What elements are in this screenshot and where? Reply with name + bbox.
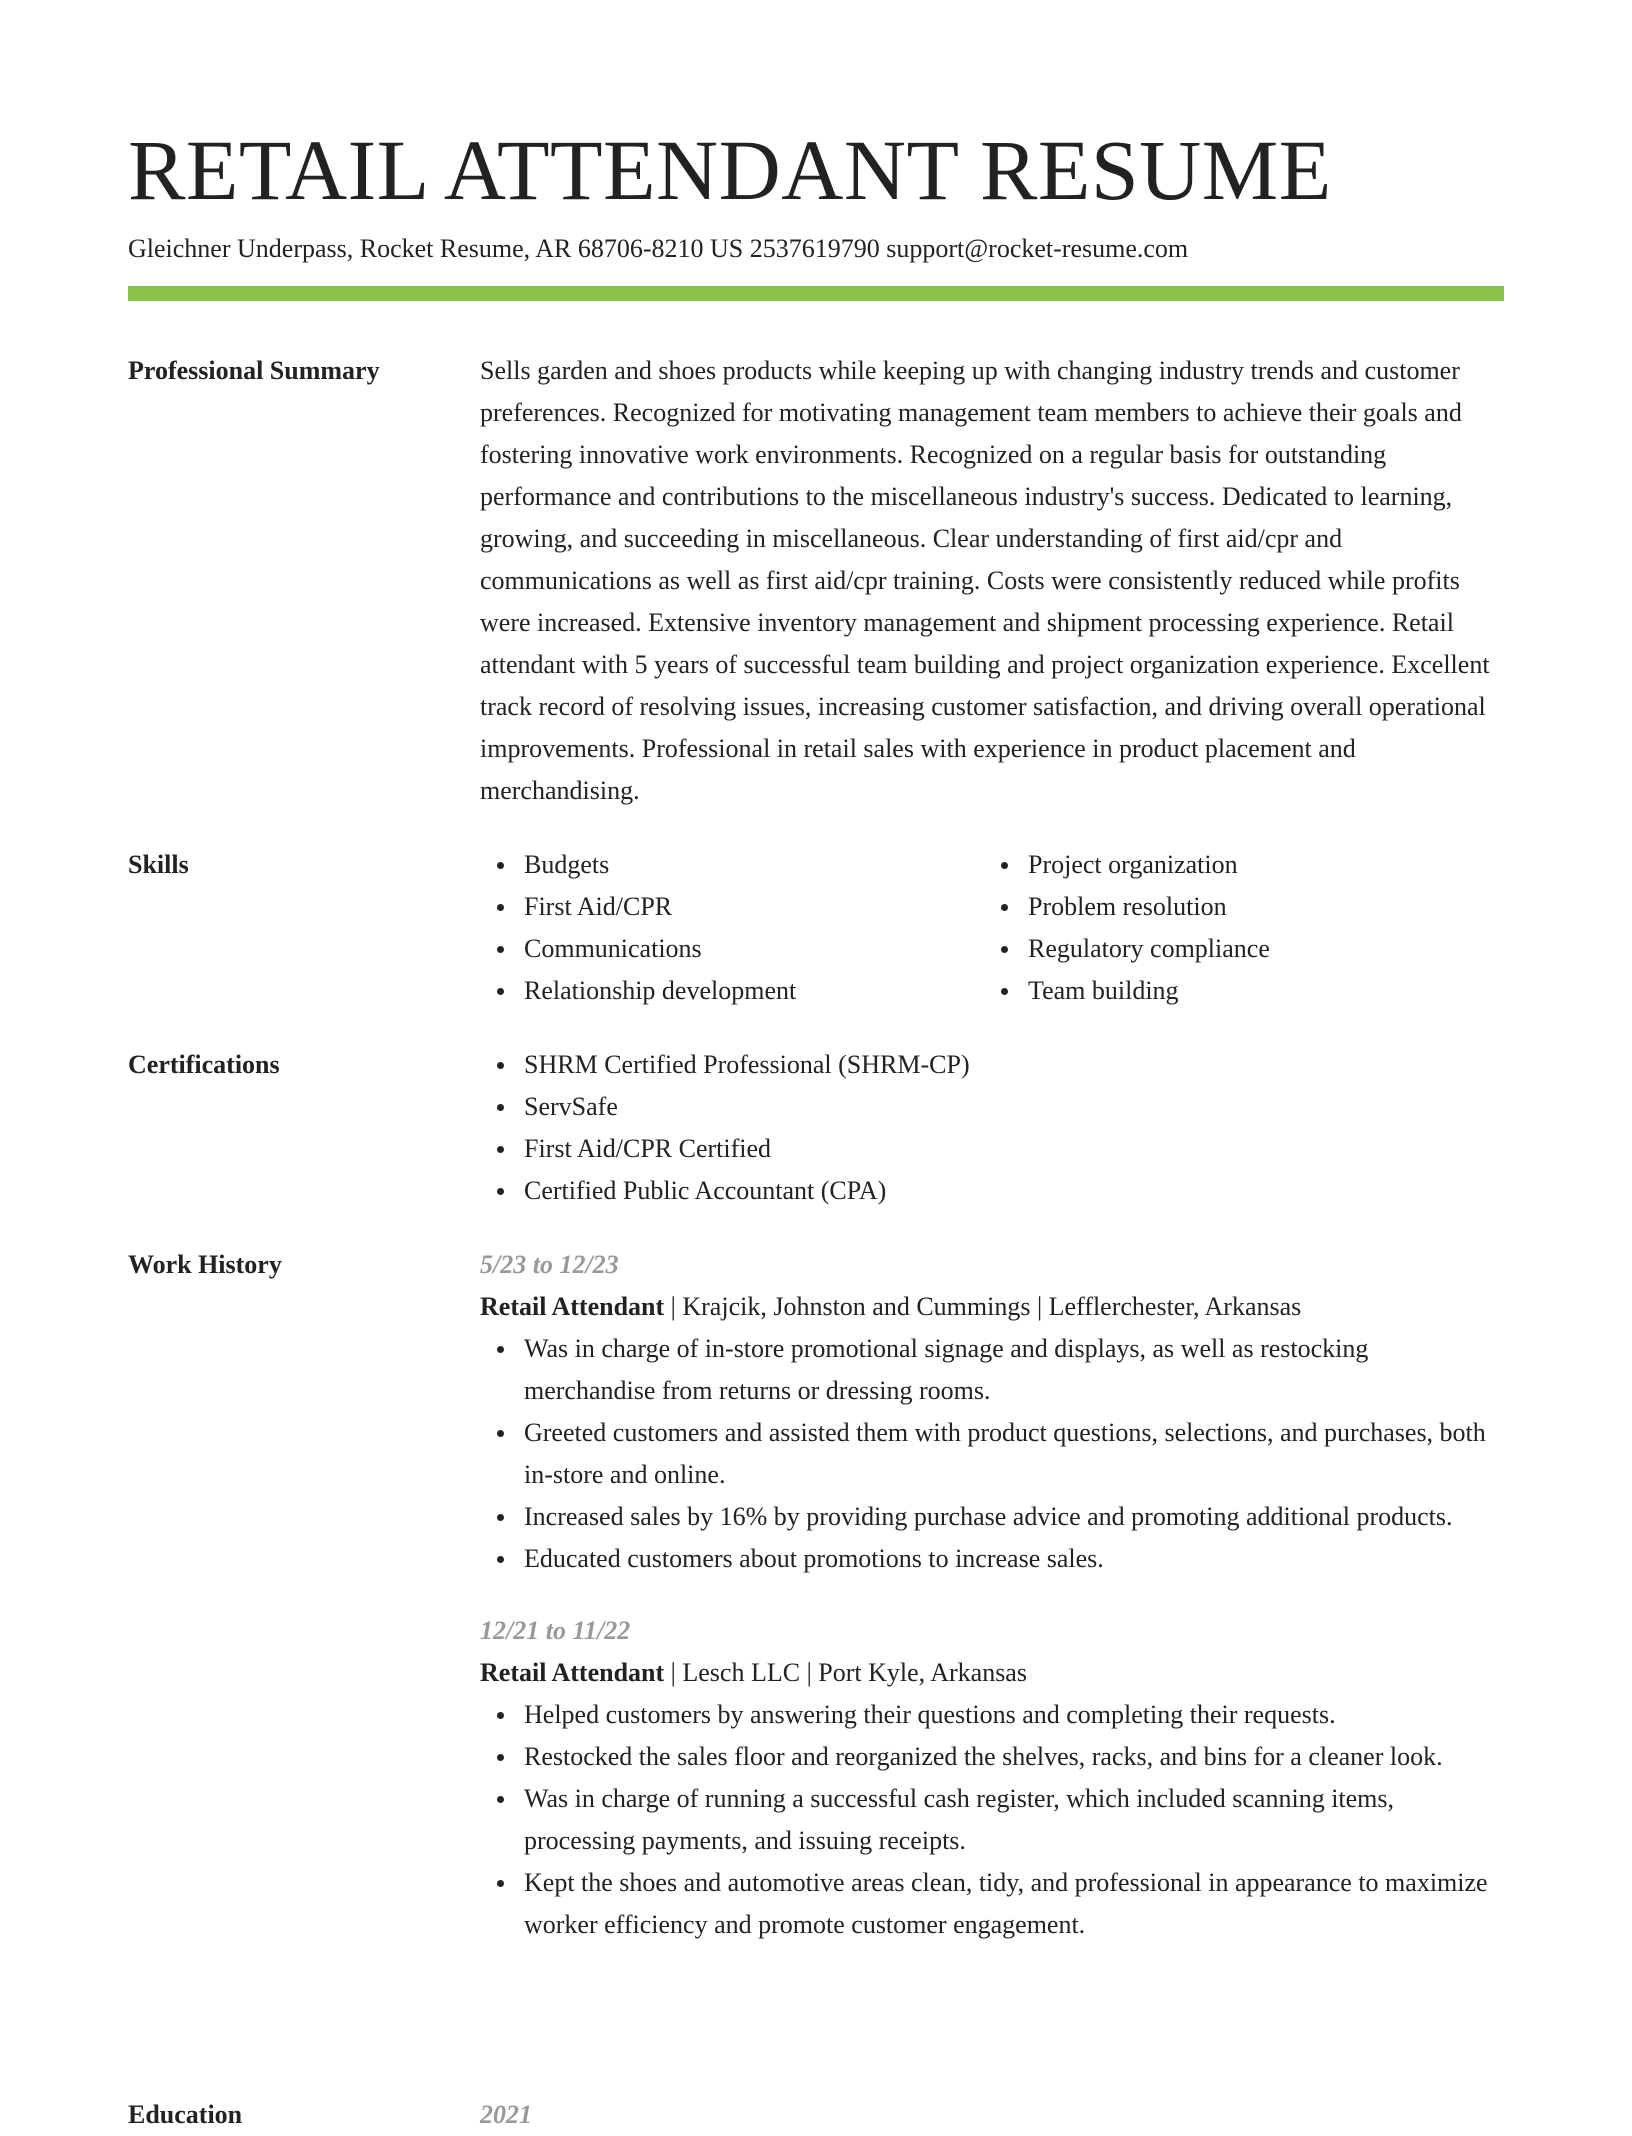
skill-item: Communications xyxy=(524,928,984,970)
job-title: Retail Attendant xyxy=(480,1658,665,1687)
job-dates: 5/23 to 12/23 xyxy=(480,1250,619,1279)
job-employer-location: | Krajcik, Johnston and Cummings | Lefflerchester, Arkansas xyxy=(664,1292,1302,1321)
job-entry xyxy=(480,1244,1504,1580)
skill-item: Project organization xyxy=(1028,844,1488,886)
skills-column-right xyxy=(984,844,1488,1012)
contact-line: Gleichner Underpass, Rocket Resume, AR 68706-8210 US 2537619790 support@rocket-resume.com xyxy=(128,234,1189,263)
certifications-label: Certifications xyxy=(128,1050,280,1079)
job-bullet: Restocked the sales floor and reorganized the shelves, racks, and bins for a cleaner look. xyxy=(524,1736,1504,1778)
job-bullets xyxy=(480,1328,1504,1580)
job-bullet: Kept the shoes and automotive areas clean, tidy, and professional in appearance to maximize worker efficiency and promote customer engagement. xyxy=(524,1862,1504,1946)
certification-item: First Aid/CPR Certified xyxy=(524,1128,1504,1170)
job-bullet: Was in charge of running a successful cash register, which included scanning items, processing payments, and issuing receipts. xyxy=(524,1778,1504,1862)
skill-item: Budgets xyxy=(524,844,984,886)
education-date: 2021 xyxy=(480,2100,532,2129)
skill-item: First Aid/CPR xyxy=(524,886,984,928)
job-bullet: Increased sales by 16% by providing purchase advice and promoting additional products. xyxy=(524,1496,1504,1538)
job-bullet: Educated customers about promotions to increase sales. xyxy=(524,1538,1504,1580)
header-divider xyxy=(128,286,1504,301)
skills-body xyxy=(480,844,1504,1012)
summary-label: Professional Summary xyxy=(128,356,380,385)
skill-item: Problem resolution xyxy=(1028,886,1488,928)
skills-grid xyxy=(480,844,1504,1012)
certification-item: SHRM Certified Professional (SHRM-CP) xyxy=(524,1044,1504,1086)
job-dates: 12/21 to 11/22 xyxy=(480,1616,631,1645)
certification-item: ServSafe xyxy=(524,1086,1504,1128)
job-bullets xyxy=(480,1694,1504,1946)
summary-text: Sells garden and shoes products while keeping up with changing industry trends and customer preferences. Recognized for motivating management team members to achieve their goals and fostering innovative work environments. Recognized on a regular basis for outstanding performance and contributions to the miscellaneous industry's success. Dedicated to learning, growing, and succeeding in miscellaneous. Clear understanding of first aid/cpr and communications as well as first aid/cpr training. Costs were consistently reduced while profits were increased. Extensive inventory management and shipment processing experience. Retail attendant with 5 years of successful team building and project organization experience. Excellent track record of resolving issues, increasing customer satisfaction, and driving overall operational improvements. Professional in retail sales with experience in product placement and merchandising. xyxy=(480,356,1490,805)
education-label: Education xyxy=(128,2100,243,2129)
job-title: Retail Attendant xyxy=(480,1292,665,1321)
skill-item: Regulatory compliance xyxy=(1028,928,1488,970)
certifications-body xyxy=(480,1044,1504,1212)
work-history-body xyxy=(480,1244,1504,1946)
skill-item: Relationship development xyxy=(524,970,984,1012)
job-heading xyxy=(480,1652,1504,1694)
job-heading xyxy=(480,1286,1504,1328)
summary-body xyxy=(480,350,1504,812)
skills-label: Skills xyxy=(128,850,189,879)
skills-column-left xyxy=(480,844,984,1012)
certification-item: Certified Public Accountant (CPA) xyxy=(524,1170,1504,1212)
job-bullet: Helped customers by answering their questions and completing their requests. xyxy=(524,1694,1504,1736)
education-body xyxy=(480,2094,1504,2136)
resume-title: RETAIL ATTENDANT RESUME xyxy=(128,122,1332,218)
job-employer-location: | Lesch LLC | Port Kyle, Arkansas xyxy=(664,1658,1027,1687)
skill-item: Team building xyxy=(1028,970,1488,1012)
job-bullet: Was in charge of in-store promotional signage and displays, as well as restocking merchandise from returns or dressing rooms. xyxy=(524,1328,1504,1412)
job-entry xyxy=(480,1610,1504,1946)
job-bullet: Greeted customers and assisted them with product questions, selections, and purchases, both in-store and online. xyxy=(524,1412,1504,1496)
work-history-label: Work History xyxy=(128,1250,282,1279)
